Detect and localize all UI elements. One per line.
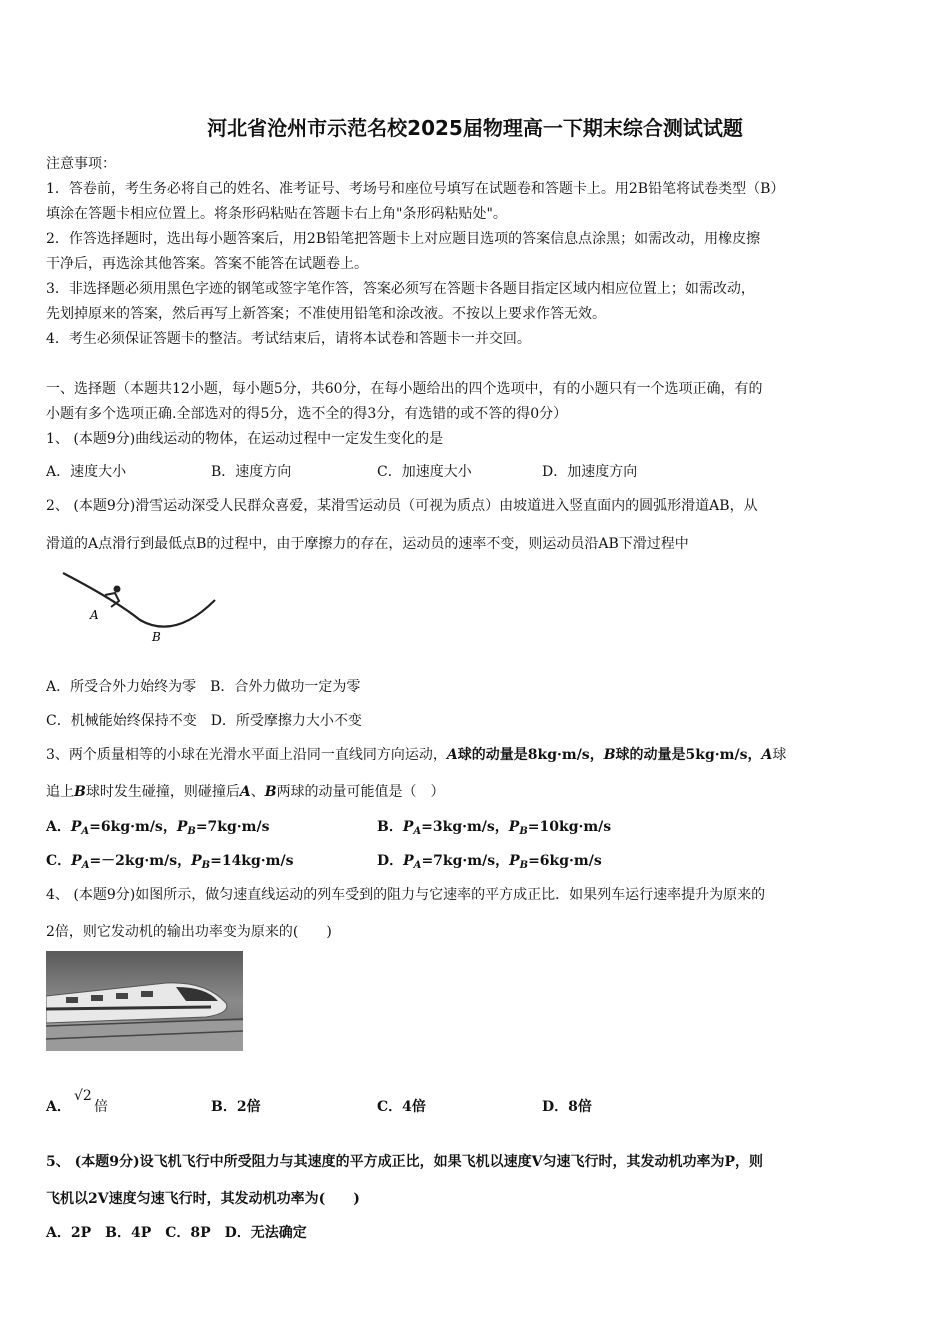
question-3-stem: 3、两个质量相等的小球在光滑水平面上沿同一直线同方向运动，A球的动量是8kg·m/s，B球的动量是5kg·m/s，A球 xyxy=(46,747,787,763)
section-heading: 小题有多个选项正确.全部选对的得5分，选不全的得3分，有选错的或不答的得0分） xyxy=(46,406,568,422)
point-a-label: A xyxy=(90,608,99,622)
q4-option-a-label: A． xyxy=(46,1099,71,1115)
question-4-stem: 4、 (本题9分)如图所示，做匀速直线运动的列车受到的阻力与它速率的平方成正比．如果列车运行速率提升为原来的 xyxy=(46,887,766,903)
q3-option-a: A．$P_A=6kg\cdot m/s$，$P_B=7kg\cdot m/s$ xyxy=(46,819,270,837)
question-5-stem: 飞机以2V速度匀速飞行时，其发动机功率为( ) xyxy=(46,1191,360,1207)
q3-option-b: B．$P_A=3kg\cdot m/s$，$P_B=10kg\cdot m/s$ xyxy=(377,819,612,837)
notice-line: 4．考生必须保证答题卡的整洁。考试结束后，请将本试卷和答题卡一并交回。 xyxy=(46,331,531,347)
q4-option-c: C．4倍 xyxy=(377,1099,426,1115)
section-heading: 一、选择题（本题共12小题，每小题5分，共60分，在每小题给出的四个选项中，有的小题只有一个选项正确，有的 xyxy=(46,381,763,397)
point-b-label: B xyxy=(152,630,161,644)
sqrt-two: √2 xyxy=(74,1088,92,1104)
notice-line: 1．答卷前，考生务必将自己的姓名、准考证号、考场号和座位号填写在试题卷和答题卡上。用2B铅笔将试卷类型（B） xyxy=(46,181,785,197)
train-photo xyxy=(46,951,243,1051)
question-5-stem: 5、 (本题9分)设飞机飞行中所受阻力与其速度的平方成正比，如果飞机以速度V匀速飞行时，其发动机功率为P，则 xyxy=(46,1154,763,1170)
notice-line: 3．非选择题必须用黑色字迹的钢笔或签字笔作答，答案必须写在答题卡各题目指定区域内相应位置上；如需改动， xyxy=(46,281,755,297)
question-4-stem: 2倍，则它发动机的输出功率变为原来的( ) xyxy=(46,924,332,940)
notice-heading: 注意事项： xyxy=(46,156,116,172)
notice-line: 填涂在答题卡相应位置上。将条形码粘贴在答题卡右上角"条形码粘贴处"。 xyxy=(46,206,507,222)
q3-option-d: D．$P_A=7kg\cdot m/s$，$P_B=6kg\cdot m/s$ xyxy=(377,853,602,871)
q4-option-a-unit: 倍 xyxy=(94,1099,108,1115)
question-1-stem: 1、 (本题9分)曲线运动的物体，在运动过程中一定发生变化的是 xyxy=(46,431,444,447)
q1-option-d: D．加速度方向 xyxy=(542,464,638,480)
question-2-stem: 2、 (本题9分)滑雪运动深受人民群众喜爱，某滑雪运动员（可视为质点）由坡道进入竖直面内的圆弧形滑道AB，从 xyxy=(46,498,758,514)
question-3-stem: 追上B球时发生碰撞，则碰撞后A、B两球的动量可能值是（ ） xyxy=(46,784,445,800)
q5-options: A．2P B．4P C．8P D．无法确定 xyxy=(46,1225,307,1241)
q3-option-c: C．$P_A=-2kg\cdot m/s$，$P_B=14kg\cdot m/s$ xyxy=(46,853,294,871)
notice-line: 先划掉原来的答案，然后再写上新答案；不准使用铅笔和涂改液。不按以上要求作答无效。 xyxy=(46,306,606,322)
ski-slope-figure xyxy=(55,565,225,650)
q2-options-cd: C．机械能始终保持不变 D．所受摩擦力大小不变 xyxy=(46,713,362,729)
q4-option-b: B．2倍 xyxy=(211,1099,261,1115)
q1-option-a: A．速度大小 xyxy=(46,464,127,480)
q1-option-b: B．速度方向 xyxy=(211,464,292,480)
page-title: 河北省沧州市示范名校2025届物理高一下期末综合测试试题 xyxy=(207,116,743,140)
q2-options-ab: A．所受合外力始终为零 B．合外力做功一定为零 xyxy=(46,679,361,695)
notice-line: 干净后，再选涂其他答案。答案不能答在试题卷上。 xyxy=(46,256,368,272)
notice-line: 2．作答选择题时，选出每小题答案后，用2B铅笔把答题卡上对应题目选项的答案信息点涂黑；如需改动，用橡皮擦 xyxy=(46,231,761,247)
q4-option-d: D．8倍 xyxy=(542,1099,592,1115)
question-2-stem: 滑道的A点滑行到最低点B的过程中，由于摩擦力的存在，运动员的速率不变，则运动员沿AB下滑过程中 xyxy=(46,536,689,552)
q1-option-c: C．加速度大小 xyxy=(377,464,472,480)
